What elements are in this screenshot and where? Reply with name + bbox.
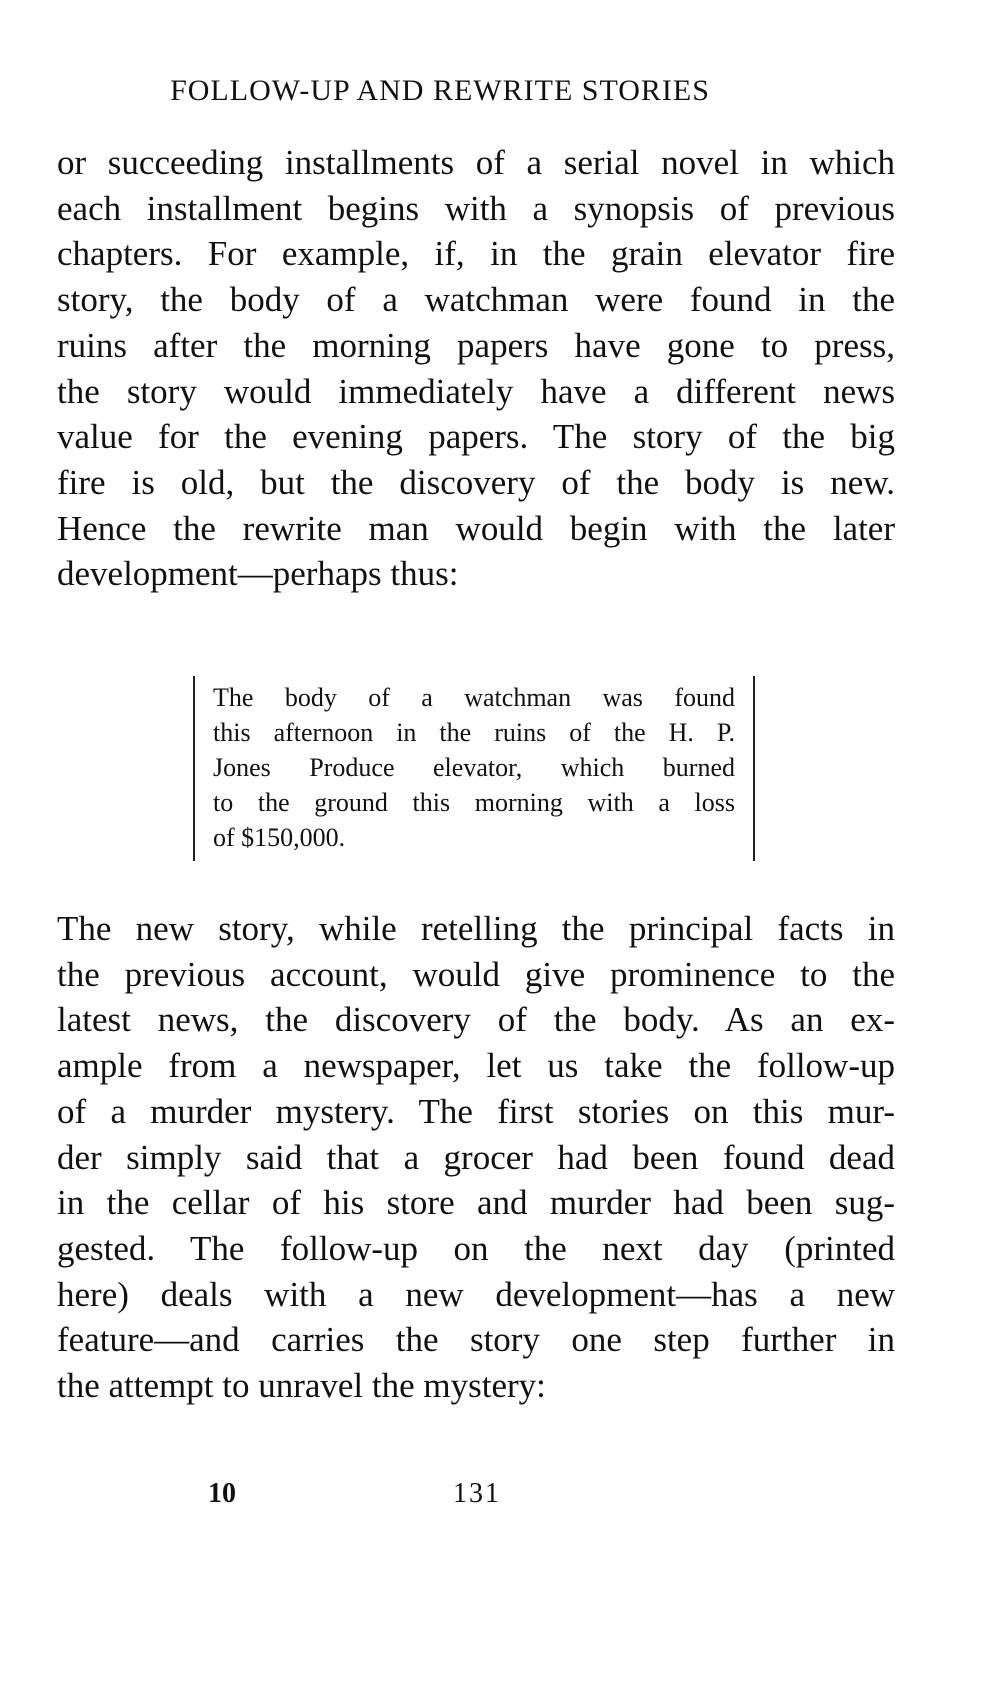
- paragraph-1-line: each installment begins with a synopsis of previous: [57, 188, 895, 228]
- paragraph-1-line: value for the evening papers. The story of the big: [57, 417, 895, 457]
- paragraph-2-line: gested. The follow-up on the next day (printed: [57, 1228, 895, 1268]
- paragraph-2-line: der simply said that a grocer had been found dead: [57, 1137, 895, 1177]
- running-head: FOLLOW-UP AND REWRITE STORIES: [170, 74, 710, 107]
- paragraph-2-line: the attempt to unravel the mystery:: [57, 1366, 546, 1406]
- paragraph-2-line: feature—and carries the story one step further in: [57, 1320, 895, 1360]
- paragraph-1-line: story, the body of a watchman were found in the: [57, 280, 895, 320]
- paragraph-1-line: or succeeding installments of a serial novel in which: [57, 143, 895, 182]
- paragraph-1-line: development—perhaps thus:: [57, 554, 459, 594]
- page-number: 131: [453, 1478, 501, 1509]
- paragraph-2-line: The new story, while retelling the principal facts in: [57, 909, 895, 948]
- paragraph-2-line: of a murder mystery. The first stories on this mur-: [57, 1091, 895, 1131]
- paragraph-1-line: the story would immediately have a different news: [57, 371, 895, 411]
- example-quote-line: Jones Produce elevator, which burned: [213, 753, 735, 782]
- paragraph-1-line: Hence the rewrite man would begin with the later: [57, 508, 895, 548]
- example-quote: [193, 676, 755, 861]
- paragraph-2-line: the previous account, would give prominence to the: [57, 954, 895, 994]
- paragraph-2-line: in the cellar of his store and murder had been sug-: [57, 1183, 895, 1223]
- paragraph-2-line: latest news, the discovery of the body. As an ex-: [57, 1000, 895, 1040]
- paragraph-2-line: here) deals with a new development—has a new: [57, 1274, 895, 1314]
- paragraph-1-line: chapters. For example, if, in the grain elevator fire: [57, 234, 895, 274]
- example-quote-line: to the ground this morning with a loss: [213, 788, 735, 817]
- signature-mark: 10: [208, 1478, 236, 1509]
- paragraph-1: [57, 140, 895, 597]
- paragraph-2: [57, 906, 895, 1409]
- paragraph-1-line: ruins after the morning papers have gone to press,: [57, 325, 895, 365]
- example-quote-line: this afternoon in the ruins of the H. P.: [213, 718, 735, 747]
- paragraph-2-line: ample from a newspaper, let us take the follow-up: [57, 1046, 895, 1086]
- paragraph-1-line: fire is old, but the discovery of the body is new.: [57, 462, 895, 502]
- example-quote-line: The body of a watchman was found: [213, 683, 735, 712]
- example-quote-line: of $150,000.: [213, 823, 346, 852]
